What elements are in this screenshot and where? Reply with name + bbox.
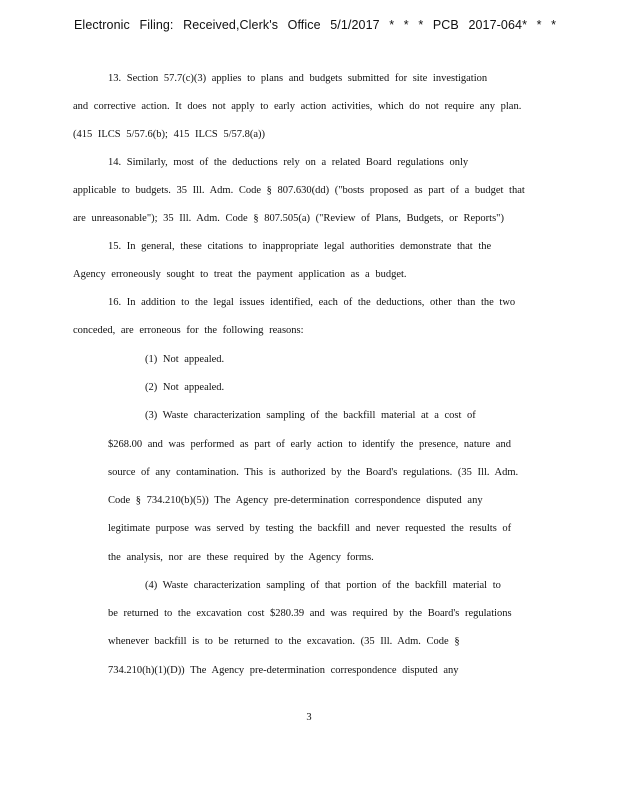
body-line: be returned to the excavation cost $280.39 and was required by the Board's regulations <box>108 608 512 619</box>
body-line: (4) Waste characterization sampling of that portion of the backfill material to <box>145 580 501 591</box>
body-line: and corrective action. It does not apply to early action activities, which do not require any plan. <box>73 101 522 112</box>
body-line: 13. Section 57.7(c)(3) applies to plans and budgets submitted for site investigation <box>108 73 488 84</box>
body-line: 14. Similarly, most of the deductions rely on a related Board regulations only <box>108 157 469 168</box>
body-line: Code § 734.210(b)(5)) The Agency pre-determination correspondence disputed any <box>108 495 483 506</box>
filing-stamp-header: Electronic Filing: Received,Clerk's Office 5/1/2017 * * * PCB 2017-064* * * <box>74 18 557 32</box>
body-line: (1) Not appealed. <box>145 354 225 365</box>
page-number: 3 <box>306 712 312 723</box>
body-line: Agency erroneously sought to treat the payment application as a budget. <box>73 269 407 280</box>
body-line: (3) Waste characterization sampling of the backfill material at a cost of <box>145 410 476 421</box>
body-line: 734.210(h)(1)(D)) The Agency pre-determination correspondence disputed any <box>108 665 459 676</box>
body-line: (2) Not appealed. <box>145 382 225 393</box>
body-line: whenever backfill is to be returned to the excavation. (35 Ill. Adm. Code § <box>108 636 460 647</box>
body-line: 15. In general, these citations to inappropriate legal authorities demonstrate that the <box>108 241 492 252</box>
body-line: legitimate purpose was served by testing the backfill and never requested the results of <box>108 523 512 534</box>
body-line: source of any contamination. This is authorized by the Board's regulations. (35 Ill. Adm. <box>108 467 519 478</box>
body-line: are unreasonable"); 35 Ill. Adm. Code § 807.505(a) ("Review of Plans, Budgets, or Reports") <box>73 213 504 224</box>
body-line: 16. In addition to the legal issues identified, each of the deductions, other than the two <box>108 297 516 308</box>
body-line: the analysis, nor are these required by the Agency forms. <box>108 552 374 563</box>
body-line: (415 ILCS 5/57.6(b); 415 ILCS 5/57.8(a)) <box>73 129 266 140</box>
body-line: $268.00 and was performed as part of early action to identify the presence, nature and <box>108 439 511 450</box>
body-line: applicable to budgets. 35 Ill. Adm. Code § 807.630(dd) ("bosts proposed as part of a budget that <box>73 185 525 196</box>
body-line: conceded, are erroneous for the following reasons: <box>73 325 304 336</box>
